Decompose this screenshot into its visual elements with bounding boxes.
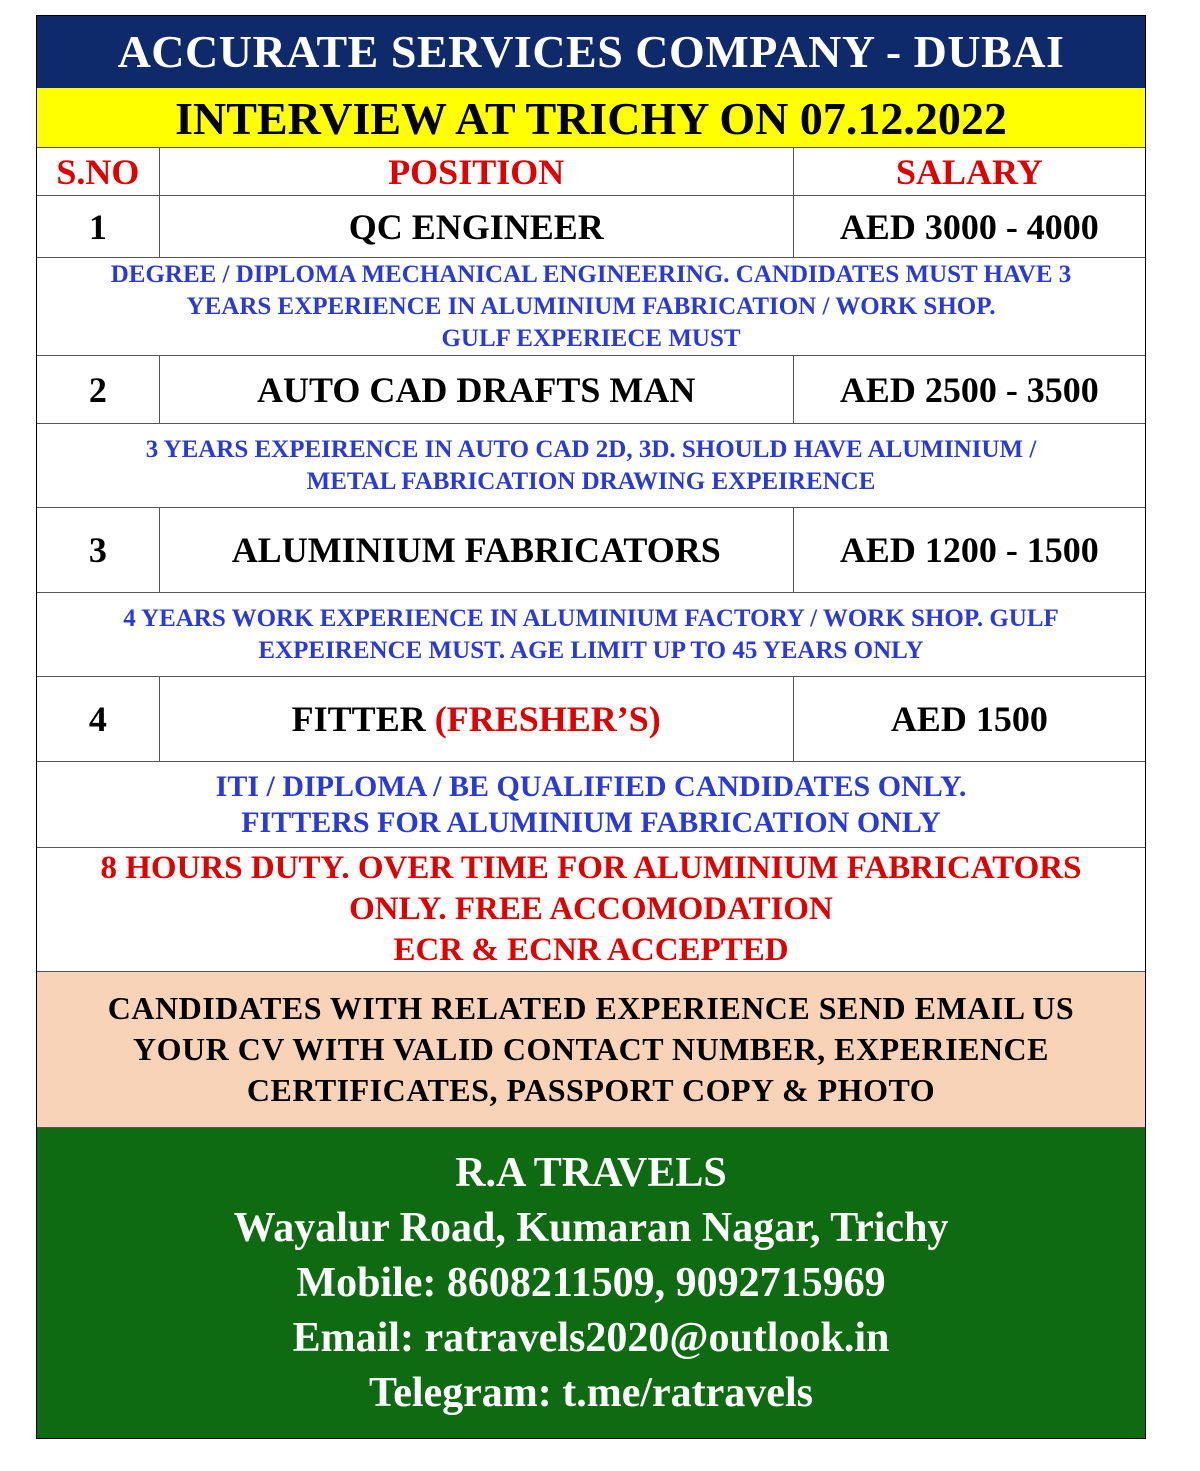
job-description-2 bbox=[37, 424, 1145, 508]
agency-mobile: Mobile: 8608211509, 9092715969 bbox=[296, 1259, 886, 1306]
job-salary: AED 3000 - 4000 bbox=[839, 206, 1099, 247]
description-line: METAL FABRICATION DRAWING EXPEIRENCE bbox=[306, 467, 876, 495]
description-line: GULF EXPERIECE MUST bbox=[441, 324, 741, 352]
application-instructions bbox=[37, 972, 1145, 1128]
salary-header: SALARY bbox=[895, 151, 1043, 192]
description-line: DEGREE / DIPLOMA MECHANICAL ENGINEERING. CANDIDATES MUST HAVE 3 bbox=[110, 260, 1072, 288]
job-sno: 2 bbox=[37, 356, 160, 423]
description-line: YEARS EXPERIENCE IN ALUMINIUM FABRICATION / WORK SHOP. bbox=[186, 292, 996, 320]
note-line: 8 HOURS DUTY. OVER TIME FOR ALUMINIUM FABRICATORS bbox=[100, 850, 1082, 886]
job-description-4 bbox=[37, 762, 1145, 848]
contact-block bbox=[37, 1128, 1145, 1438]
agency-address: Wayalur Road, Kumaran Nagar, Trichy bbox=[233, 1204, 949, 1251]
description-line: 3 YEARS EXPEIRENCE IN AUTO CAD 2D, 3D. SHOULD HAVE ALUMINIUM / bbox=[145, 435, 1037, 463]
job-sno: 1 bbox=[37, 196, 160, 257]
job-position-title: FITTER bbox=[291, 699, 426, 739]
job-sno: 3 bbox=[37, 508, 160, 592]
job-position: QC ENGINEER bbox=[160, 196, 794, 257]
job-position: AUTO CAD DRAFTS MAN bbox=[160, 356, 794, 423]
job-row-1 bbox=[37, 196, 1145, 258]
company-title: ACCURATE SERVICES COMPANY - DUBAI bbox=[37, 16, 1145, 88]
sno-header: S.NO bbox=[37, 148, 160, 195]
duty-notes bbox=[37, 848, 1145, 972]
description-line: EXPEIRENCE MUST. AGE LIMIT UP TO 45 YEARS ONLY bbox=[258, 636, 924, 664]
agency-name: R.A TRAVELS bbox=[455, 1149, 727, 1196]
apply-line: CERTIFICATES, PASSPORT COPY & PHOTO bbox=[246, 1072, 936, 1108]
job-description-3 bbox=[37, 593, 1145, 677]
table-header-row bbox=[37, 148, 1145, 196]
description-line: 4 YEARS WORK EXPERIENCE IN ALUMINIUM FACTORY / WORK SHOP. GULF bbox=[123, 604, 1059, 632]
job-salary: AED 1500 bbox=[890, 699, 1048, 739]
job-row-3 bbox=[37, 508, 1145, 593]
description-line: ITI / DIPLOMA / BE QUALIFIED CANDIDATES ONLY. bbox=[215, 769, 967, 803]
job-sno: 4 bbox=[37, 677, 160, 761]
note-line: ONLY. FREE ACCOMODATION bbox=[349, 891, 833, 927]
interview-banner: INTERVIEW AT TRICHY ON 07.12.2022 bbox=[37, 88, 1145, 148]
job-row-4 bbox=[37, 677, 1145, 762]
job-advertisement bbox=[36, 15, 1146, 1439]
note-line: ECR & ECNR ACCEPTED bbox=[393, 932, 789, 968]
agency-telegram: Telegram: t.me/ratravels bbox=[369, 1369, 813, 1416]
apply-line: YOUR CV WITH VALID CONTACT NUMBER, EXPERIENCE bbox=[133, 1031, 1049, 1067]
job-salary: AED 2500 - 3500 bbox=[839, 369, 1099, 410]
description-line: FITTERS FOR ALUMINIUM FABRICATION ONLY bbox=[241, 805, 941, 839]
job-description-1 bbox=[37, 258, 1145, 356]
job-position bbox=[160, 677, 794, 761]
apply-line: CANDIDATES WITH RELATED EXPERIENCE SEND EMAIL US bbox=[107, 990, 1075, 1026]
position-header: POSITION bbox=[160, 148, 794, 195]
job-row-2 bbox=[37, 356, 1145, 424]
fresher-badge: (FRESHER’S) bbox=[434, 699, 661, 739]
agency-email: Email: ratravels2020@outlook.in bbox=[292, 1314, 890, 1361]
job-salary: AED 1200 - 1500 bbox=[839, 530, 1099, 570]
job-position: ALUMINIUM FABRICATORS bbox=[160, 508, 794, 592]
